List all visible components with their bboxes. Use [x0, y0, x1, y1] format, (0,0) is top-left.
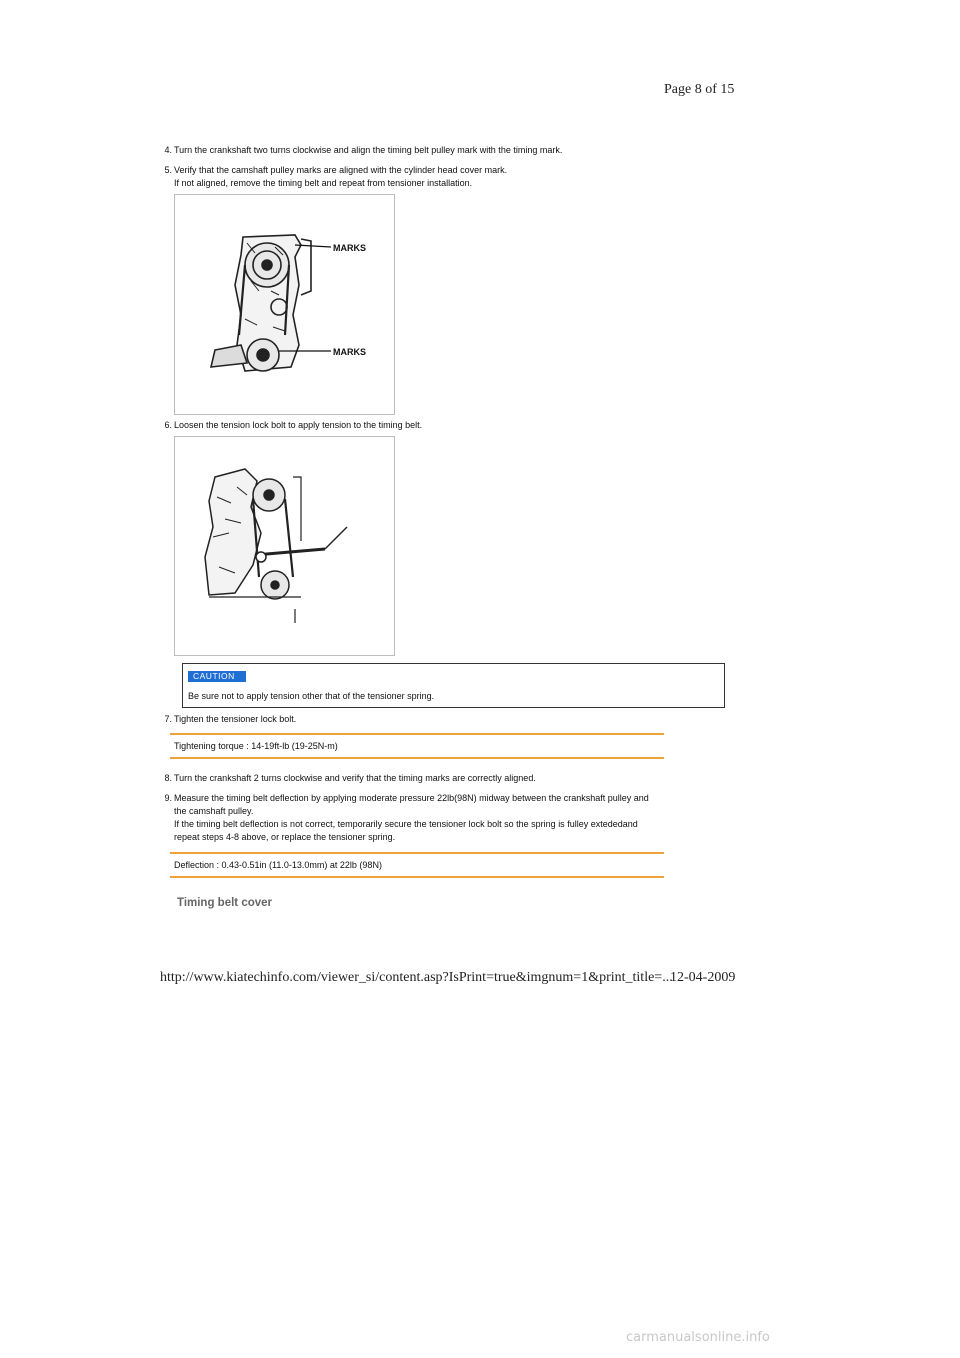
footer-url: http://www.kiatechinfo.com/viewer_si/content.asp?IsPrint=true&imgnum=1&print_title=... — [160, 970, 673, 985]
step-text: Tighten the tensioner lock bolt. — [174, 714, 297, 724]
page-number: Page 8 of 15 — [664, 82, 735, 97]
step-text: Loosen the tension lock bolt to apply tension to the timing belt. — [174, 420, 423, 430]
marks-label-top: MARKS — [333, 243, 366, 253]
step-4 — [160, 144, 750, 157]
camshaft-marks-figure — [174, 194, 395, 415]
step-6 — [160, 419, 750, 432]
step-text: the camshaft pulley. — [174, 806, 254, 816]
step-7 — [160, 713, 750, 726]
step-number: 8. — [164, 773, 172, 783]
step-number: 7. — [164, 714, 172, 724]
step-text: If not aligned, remove the timing belt and repeat from tensioner installation. — [174, 178, 473, 188]
step-text: Turn the crankshaft two turns clockwise and align the timing belt pulley mark with the timing mark. — [174, 145, 563, 155]
watermark: carmanualsonline.info — [626, 1330, 770, 1345]
step-text: repeat steps 4-8 above, or replace the tensioner spring. — [174, 832, 396, 842]
deflection-spec: Deflection : 0.43-0.51in (11.0-13.0mm) at 22lb (98N) — [170, 852, 664, 878]
caution-box — [182, 663, 725, 708]
caution-badge: CAUTION — [188, 671, 246, 682]
step-number: 6. — [164, 420, 172, 430]
step-text: Measure the timing belt deflection by applying moderate pressure 22lb(98N) midway between the crankshaft pulley and — [174, 793, 649, 803]
step-number: 5. — [164, 165, 172, 175]
caution-text: Be sure not to apply tension other that of the tensioner spring. — [188, 691, 435, 701]
step-5 — [160, 164, 750, 190]
tensioner-figure — [174, 436, 395, 656]
section-title: Timing belt cover — [177, 897, 273, 909]
tensioner-lock-bolt-diagram — [175, 437, 394, 655]
step-number: 9. — [164, 793, 172, 803]
step-9 — [160, 792, 750, 844]
step-8 — [160, 772, 750, 785]
step-number: 4. — [164, 145, 172, 155]
engine-timing-diagram — [175, 195, 394, 414]
footer-date: 12-04-2009 — [670, 970, 736, 985]
tightening-torque-spec: Tightening torque : 14-19ft-lb (19-25N-m) — [170, 733, 664, 759]
step-text: Verify that the camshaft pulley marks are aligned with the cylinder head cover mark. — [174, 165, 508, 175]
step-text: Turn the crankshaft 2 turns clockwise and verify that the timing marks are correctly aligned. — [174, 773, 536, 783]
marks-label-bottom: MARKS — [333, 347, 366, 357]
step-text: If the timing belt deflection is not correct, temporarily secure the tensioner lock bolt so the spring is fulley extededand — [174, 819, 638, 829]
